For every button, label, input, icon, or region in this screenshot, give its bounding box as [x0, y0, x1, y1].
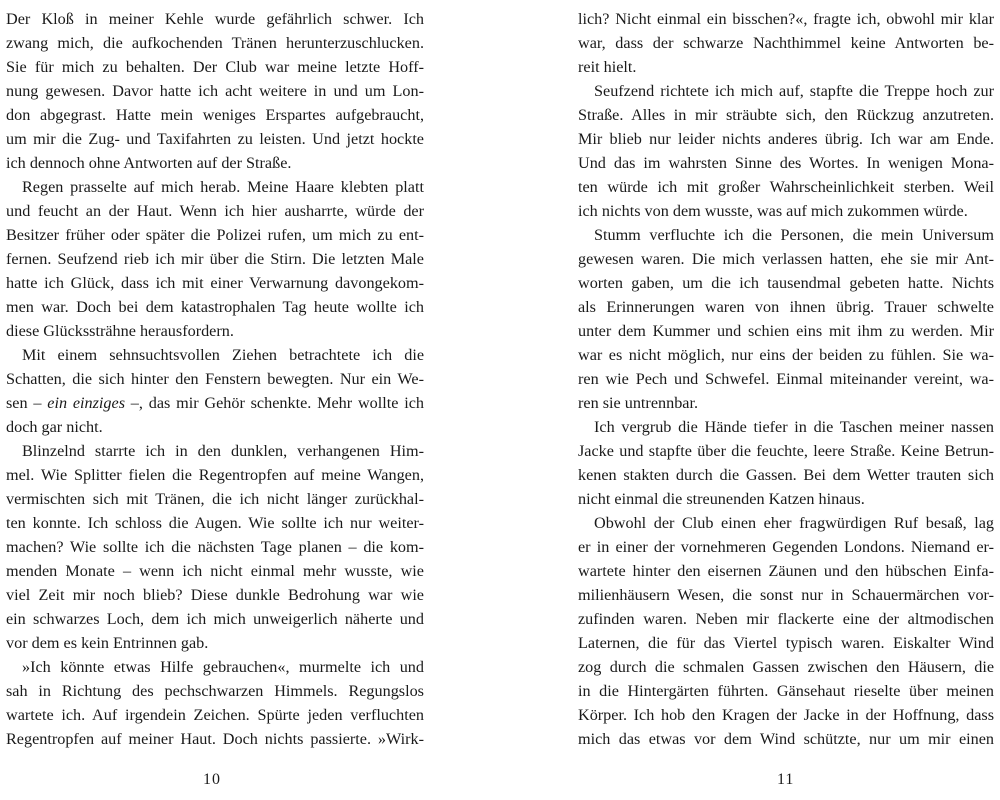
text-line: Regentropfen auf meiner Haut. Doch nichts passierte. »Wirk-	[6, 730, 424, 748]
text-line: menden Monate – wenn ich nicht einmal mehr wusste, wie	[6, 562, 424, 580]
text-line: unter dem Kummer und schien eins mit ihm zu werden. Mir	[578, 322, 994, 340]
text-line: Ich vergrub die Hände tiefer in die Taschen meiner nassen	[594, 418, 994, 436]
text-line: ren wie Pech und Schwefel. Einmal miteinander vereint, wa-	[578, 370, 994, 388]
text-line: worten gaben, um die ich tausendmal gebeten hatte. Nichts	[578, 274, 994, 292]
left-page	[6, 7, 424, 800]
text-line: don abgegrast. Hatte mein weniges Erspartes aufgebraucht,	[6, 106, 424, 124]
text-line: Jacke und stapfte über die feuchte, leere Straße. Keine Betrun-	[578, 442, 994, 460]
text-line: ten würde ich mit großer Wahrscheinlichkeit sterben. Weil	[578, 178, 994, 196]
text-line: kenen stakten durch die Gassen. Bei dem Wetter trauten sich	[578, 466, 994, 484]
page-number-left: 10	[203, 771, 221, 788]
italic-phrase: ein einziges	[47, 394, 125, 412]
text-line-italic-phrase: sen – ein einziges –, das mir Gehör schenkte. Mehr wollte ich	[6, 394, 424, 412]
text-line: Schatten, die sich hinter den Fenstern bewegten. Nur ein We-	[6, 370, 424, 388]
text-line: wartete ich. Auf irgendein Zeichen. Spürte jeden verfluchten	[6, 706, 424, 724]
text-line: nicht einmal die streunenden Katzen hinaus.	[578, 490, 865, 508]
text-line: und feucht an der Haut. Wenn ich hier ausharrte, würde der	[6, 202, 424, 220]
text-line: »Ich könnte etwas Hilfe gebrauchen«, murmelte ich und	[22, 658, 424, 676]
text-line: Der Kloß in meiner Kehle wurde gefährlich schwer. Ich	[6, 10, 424, 28]
text-line: Besitzer früher oder später die Polizei rufen, um mich zu ent-	[6, 226, 424, 244]
text-line: in die Hintergärten führten. Gänsehaut rieselte über meinen	[578, 682, 994, 700]
text-line: ren sie untrennbar.	[578, 394, 699, 412]
text-line: Mit einem sehnsuchtsvollen Ziehen betrachtete ich die	[22, 346, 424, 364]
text-line: zog durch die schmalen Gassen zwischen den Häusern, die	[578, 658, 994, 676]
text-line: Blinzelnd starrte ich in den dunklen, verhangenen Him-	[22, 442, 424, 460]
text-line: Körper. Ich hob den Kragen der Jacke in der Hoffnung, dass	[578, 706, 994, 724]
text-line: gewesen waren. Die mich verlassen hatten, ehe sie mir Ant-	[578, 250, 994, 268]
text-line: Und das im wahrsten Sinne des Wortes. In wenigen Mona-	[578, 154, 994, 172]
text-line: vermischten sich mit Tränen, die ich nicht länger zurückhal-	[6, 490, 424, 508]
text-line: als Erinnerungen waren von ihnen übrig. Trauer schwelte	[578, 298, 994, 316]
text-line: lich? Nicht einmal ein bisschen?«, fragte ich, obwohl mir klar	[578, 10, 994, 28]
text-line: nung gewesen. Davor hatte ich acht weitere in und um Lon-	[6, 82, 424, 100]
text-line: doch gar nicht.	[6, 418, 103, 436]
text-line: Straße. Alles in mir sträubte sich, den Rückzug anzutreten.	[578, 106, 994, 124]
text-line: fernen. Seufzend rieb ich mir über die Stirn. Die letzten Male	[6, 250, 424, 268]
text-line: um mir die Zug- und Taxifahrten zu leisten. Und jetzt hockte	[6, 130, 424, 148]
text-line: machen? Wie sollte ich die nächsten Tage planen – die kom-	[6, 538, 424, 556]
text-line: er in einer der vornehmeren Gegenden Londons. Niemand er-	[578, 538, 994, 556]
text-line: zwang mich, die aufkochenden Tränen herunterzuschlucken.	[6, 34, 424, 52]
text-line: ten konnte. Ich schloss die Augen. Wie sollte ich nur weiter-	[6, 514, 424, 532]
text-line: sah in Richtung des pechschwarzen Himmels. Regungslos	[6, 682, 424, 700]
text-line: Obwohl der Club einen eher fragwürdigen Ruf besaß, lag	[594, 514, 994, 532]
text-line: milienhäusern Wesen, die sonst nur in Schauermärchen vor-	[578, 586, 994, 604]
text-line: ich nichts von dem wusste, was auf mich zukommen würde.	[578, 202, 968, 220]
page-number-right: 11	[777, 771, 795, 788]
text-line: wartete hinter den eisernen Zäunen und den hübschen Einfa-	[578, 562, 994, 580]
text-line: Mir blieb nur leider nichts anderes übrig. Ich war am Ende.	[578, 130, 994, 148]
text-line: reit hielt.	[578, 58, 637, 76]
text-line: ein schwarzes Loch, dem ich mich unweigerlich näherte und	[6, 610, 424, 628]
text-line: men war. Doch bei dem katastrophalen Tag heute wollte ich	[6, 298, 424, 316]
text-line: war, dass der schwarze Nachthimmel keine Antworten be-	[578, 34, 994, 52]
text-line: Seufzend richtete ich mich auf, stapfte die Treppe hoch zur	[594, 82, 994, 100]
text-line: war es nicht möglich, nur eins der beiden zu fühlen. Sie wa-	[578, 346, 994, 364]
right-page	[578, 7, 994, 800]
text-line: vor dem es kein Entrinnen gab.	[6, 634, 209, 652]
text-line: hatte ich Glück, dass ich mit einer Verwarnung davongekom-	[6, 274, 424, 292]
text-line: Stumm verfluchte ich die Personen, die mein Universum	[594, 226, 994, 244]
text-line: mel. Wie Splitter fielen die Regentropfen auf meine Wangen,	[6, 466, 424, 484]
text-line: Regen prasselte auf mich herab. Meine Haare klebten platt	[22, 178, 424, 196]
right-page-text	[578, 7, 994, 751]
text-line: Sie für mich zu behalten. Der Club war meine letzte Hoff-	[6, 58, 424, 76]
left-page-text	[6, 7, 424, 751]
text-line: viel Zeit mir noch blieb? Diese dunkle Bedrohung war wie	[6, 586, 424, 604]
text-line: ich dennoch ohne Antworten auf der Straße.	[6, 154, 292, 172]
text-line: mich das etwas vor dem Wind schützte, nur um mir einen	[578, 730, 994, 748]
text-line: zufinden waren. Neben mir flackerte eine der altmodischen	[578, 610, 994, 628]
text-line: Laternen, die für das Viertel typisch waren. Eiskalter Wind	[578, 634, 994, 652]
text-line: diese Glückssträhne herausfordern.	[6, 322, 234, 340]
